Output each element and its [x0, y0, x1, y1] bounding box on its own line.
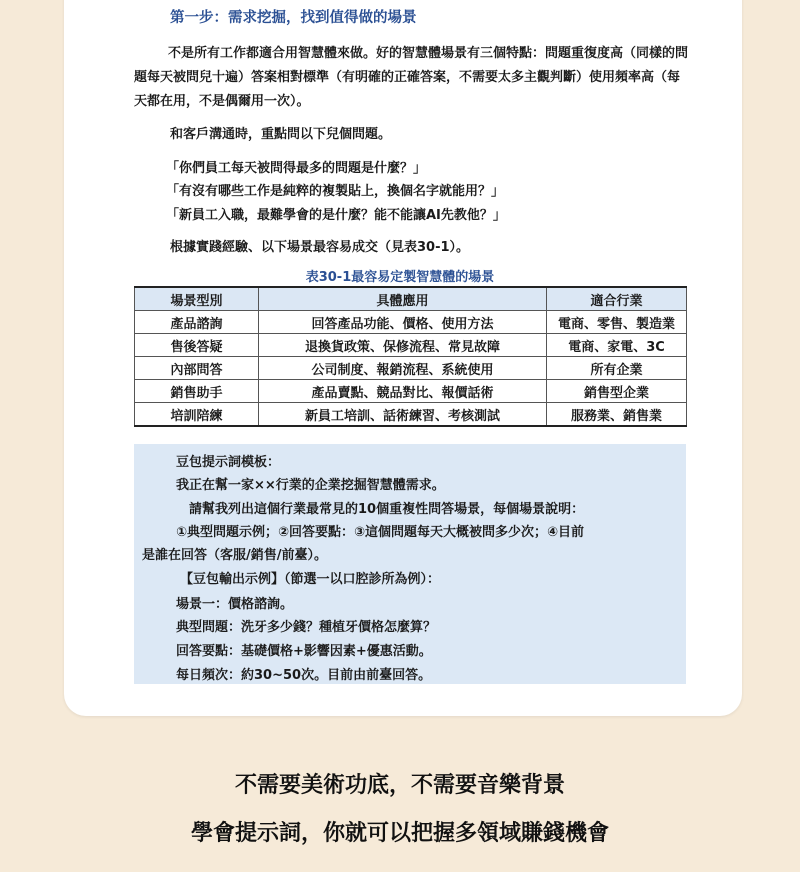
table-cell: 銷售助手: [135, 380, 259, 403]
prompt-line-2: 請幫我列出這個行業最常見的10個重複性問答場景，每個場景說明：: [189, 502, 585, 517]
table-cell: 產品諮詢: [135, 311, 259, 334]
intro-paragraph: 不是所有工作都適合用智慧體來做。好的智慧體場景有三個特點：問題重復度高（同樣的問題每天被問兒十遍）答案相對標準（有明確的正確答案，不需要太多主觀判斷）使用頻率高（每天都在用，不是偶爾用一次）。: [134, 46, 689, 109]
section-heading: 第一步：需求挖掘，找到值得做的場景: [170, 10, 417, 26]
table-cell: 退換貨政策、保修流程、常見故障: [259, 334, 547, 357]
table-row: [135, 380, 687, 403]
table-header-row: [135, 287, 687, 311]
scenes-table: [134, 286, 687, 427]
header-application: 具體應用: [259, 287, 547, 311]
question-2: 「有沒有哪些工作是純粹的複製貼上，換個名字就能用？」: [166, 184, 505, 199]
table-row: [135, 357, 687, 380]
table-cell: 服務業、銷售業: [547, 403, 687, 427]
example-title: 【豆包輸出示例】（節選一以口腔診所為例）：: [180, 572, 441, 587]
client-line: 和客戶溝通時，重點問以下兒個問題。: [170, 127, 392, 142]
table-cell: 售後答疑: [135, 334, 259, 357]
table-cell: 所有企業: [547, 357, 687, 380]
header-scene-type: 場景型別: [135, 287, 259, 311]
header-industry: 適合行業: [547, 287, 687, 311]
table-caption: 表30-1最容易定製智慧體的場景: [305, 270, 495, 285]
table-cell: 回答產品功能、價格、使用方法: [259, 311, 547, 334]
table-row: [135, 403, 687, 427]
example-scene: 場景一：價格諮詢。: [176, 597, 294, 612]
table-cell: 銷售型企業: [547, 380, 687, 403]
footer-line-1: 不需要美術功底，不需要音樂背景: [234, 773, 565, 798]
question-3: 「新員工入職，最難學會的是什麼？能不能讓AI先教他？」: [166, 208, 506, 223]
prompt-line-4: 是誰在回答（客服/銷售/前臺）。: [142, 548, 327, 563]
footer-line-2: 學會提示詞，你就可以把握多領域賺錢機會: [190, 821, 609, 846]
table-cell: 公司制度、報銷流程、系統使用: [259, 357, 547, 380]
table-row: [135, 334, 687, 357]
example-frequency: 每日頻次：約30~50次。目前由前臺回答。: [176, 668, 432, 683]
question-1: 「你們員工每天被問得最多的問題是什麼？」: [166, 161, 427, 176]
table-cell: 電商、零售、製造業: [547, 311, 687, 334]
table-cell: 培訓陪練: [135, 403, 259, 427]
table-row: [135, 311, 687, 334]
table-cell: 電商、家電、3C: [547, 334, 687, 357]
prompt-line-3: ①典型問題示例；②回答要點：③這個問題每天大概被問多少次；④目前: [176, 525, 585, 540]
example-points: 回答要點：基礎價格+影響因素+優惠活動。: [176, 644, 432, 659]
prompt-line-1: 我正在幫一家××行業的企業挖掘智慧體需求。: [176, 478, 445, 493]
table-cell: 新員工培訓、話術練習、考核測試: [259, 403, 547, 427]
prompt-title: 豆包提示詞模板：: [176, 455, 281, 470]
table-cell: 內部問答: [135, 357, 259, 380]
example-question: 典型問題：洗牙多少錢？種植牙價格怎麼算？: [176, 620, 437, 635]
experience-line: 根據實踐經驗、以下場景最容易成交（見表30-1）。: [170, 240, 470, 255]
table-cell: 產品賣點、競品對比、報價話術: [259, 380, 547, 403]
